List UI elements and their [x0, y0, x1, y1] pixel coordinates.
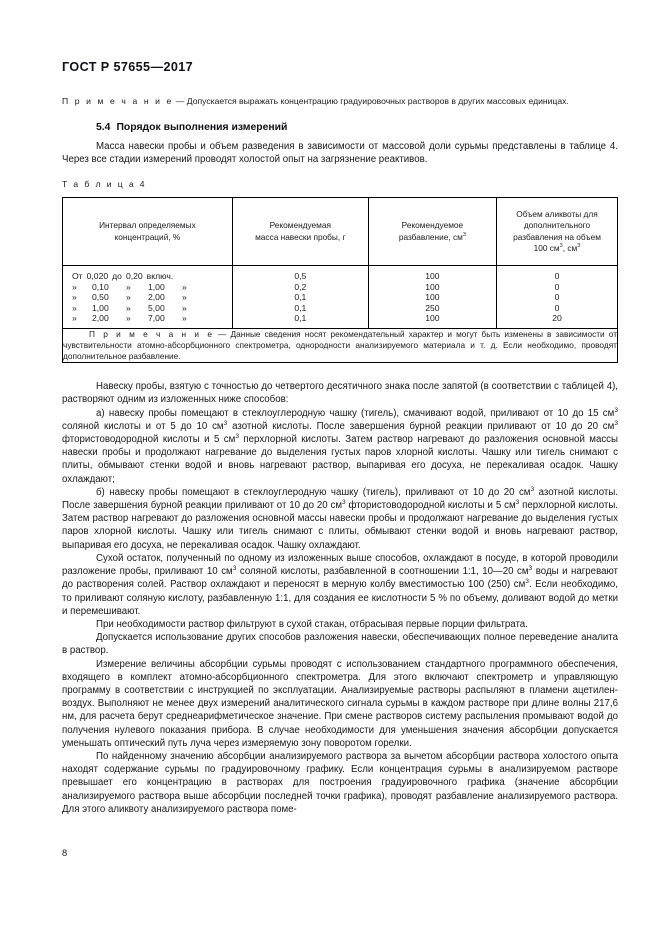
interval-value	[72, 282, 187, 293]
table-note-row	[63, 328, 618, 362]
header-line: Интервал определяемых	[99, 220, 196, 231]
intro-note-label: П р и м е ч а н и е	[62, 96, 174, 106]
table-header-aliquot-volume	[497, 198, 618, 266]
interval-suffix: »	[182, 302, 187, 313]
header-line: разбавление, см	[398, 231, 463, 242]
mass-value: 0,1	[294, 292, 307, 303]
interval-to: 2,00	[148, 292, 165, 303]
interval-to: 1,00	[148, 281, 165, 292]
interval-prefix: »	[72, 302, 77, 313]
interval-from: 1,00	[92, 302, 109, 313]
intro-note-text: Допускается выражать концентрацию градуировочных растворов в других массовых единицах.	[186, 96, 569, 106]
interval-from: 2,00	[92, 313, 109, 324]
interval-suffix: »	[182, 292, 187, 303]
dilution-value: 100	[425, 281, 440, 292]
intro-note-dash: —	[173, 96, 187, 106]
table-cell-intervals	[63, 266, 233, 329]
mass-value: 0,1	[294, 302, 307, 313]
mass-stack	[233, 266, 368, 328]
table-note-dash: —	[214, 328, 231, 339]
table-header-row	[63, 198, 618, 266]
superscript: 3	[614, 406, 618, 414]
page-content	[62, 60, 618, 816]
table-row	[63, 292, 232, 303]
method-a-part4: фтористоводородной кислоты и 5 см	[62, 434, 236, 446]
section-intro-paragraph: Масса навески пробы и объем разведения в зависимости от массовой доли сурьмы представлены в таблице 4. Через все стадии измерений проводят холостой опыт на загрязнение реактивов.	[62, 140, 618, 165]
method-b-part4: перхлорной кислоты. Затем раствор нагревают до разложения основной массы навески пробы и продолжают нагревание до выделения густых паров хлорной кислоты. Чашку или тигель снимают с плиты, обмывают стенки водой и вновь нагревают раствор, выпаривая его досуха, не перекаливая осадок. Чашку охлаждают.	[62, 500, 618, 551]
superscript: 3	[559, 243, 563, 250]
interval-suffix: »	[182, 313, 187, 324]
table-note-cell	[63, 328, 618, 362]
table-header-concentration-range	[63, 198, 233, 266]
dilution-stack	[369, 266, 496, 328]
table-note	[63, 329, 617, 362]
table-row	[63, 313, 232, 324]
section-number: 5.4	[96, 121, 111, 133]
paragraph-other-methods: Допускается использование других способов разложения навески, обеспечивающих полное переведение аналита в раствор.	[62, 632, 618, 657]
dry-residue-part3: воды и нагревают до растворения солей. Раствор охлаждают и переносят в мерную колбу вместимостью 100 (250) см	[62, 566, 618, 591]
paragraph-filtration: При необходимости раствор фильтруют в сухой стакан, отбрасывая первые порции фильтрата.	[96, 618, 528, 630]
interval-prefix: »	[72, 292, 77, 303]
dry-residue-part2: соляной кислоты, разбавленной в соотношении 1:1, 10—20 см	[236, 566, 529, 578]
header-line: Рекомендуемое	[401, 220, 464, 231]
dilution-value: 100	[425, 271, 440, 281]
method-b-part3: фтористоводородной кислоты и 5 см	[345, 500, 516, 512]
paragraph-method-b	[62, 486, 618, 552]
method-a-part3: азотной кислоты. После завершения бурной реакции приливают от 10 до 20 см	[227, 420, 615, 432]
interval-connector: »	[126, 302, 131, 313]
interval-prefix: От	[72, 271, 83, 281]
interval-value	[72, 303, 187, 314]
dry-residue-part1: Сухой остаток, полученный по одному из изложенных выше способов, охлаждают в посуде, в которой проводили разложение пробы, приливают 10 см	[62, 552, 618, 578]
aliquot-stack	[497, 266, 617, 328]
table-note-label: П р и м е ч а н и е	[89, 328, 215, 339]
table-row	[63, 303, 232, 314]
table-note-text: Данные сведения носят рекомендательный характер и могут быть изменены в зависимости от чувствительности атомно-абсорбционного спектрометра, однородности анализируемого материала и т. д. Если необходимо, проводят дополнительное разбавление.	[63, 328, 617, 362]
table-data-row	[63, 266, 618, 329]
interval-prefix: »	[72, 281, 77, 292]
measurement-parameters-table	[62, 197, 618, 363]
interval-value	[72, 292, 187, 303]
method-a-part1: а) навеску пробы помещают в стеклоуглеродную чашку (тигель), смачивают водой, приливают от 10 до 15 см	[96, 407, 615, 419]
aliquot-value: 20	[552, 313, 562, 324]
interval-from: 0,50	[92, 292, 109, 303]
dry-residue-part4: . Если необходимо, то приливают соляную кислоту, разбавленную 1:1, для создания ее кислотности 5 % по объему, доливают водой до метки и перемешивают.	[62, 579, 618, 617]
header-line: дополнительного	[523, 220, 591, 231]
table-row	[63, 282, 232, 293]
aliquot-value: 0	[554, 271, 560, 281]
aliquot-value: 0	[554, 281, 560, 292]
interval-connector: до	[112, 271, 122, 281]
aliquot-value: 0	[554, 302, 560, 313]
superscript: 3	[342, 498, 346, 506]
paragraph-dry-residue	[62, 552, 618, 618]
interval-suffix: включ.	[146, 271, 174, 281]
superscript: 3	[525, 578, 529, 586]
superscript: 3	[235, 432, 239, 440]
mass-value: 0,5	[294, 271, 307, 281]
method-a-part5: перхлорной кислоты. Затем раствор нагревают до разложения основной массы навески пробы и продолжают нагревание до выделения густых паров хлорной кислоты. Чашку или тигель снимают с плиты, обмывают стенки водой и вновь нагревают раствор, выпаривая его досуха, не перекаливая осадок. Чашку охлаждают;	[62, 434, 618, 485]
table-cell-dilutions	[368, 266, 496, 329]
superscript: 3	[223, 419, 228, 427]
page-number: 8	[62, 848, 68, 858]
dilution-value: 100	[425, 313, 440, 324]
header-line: концентраций, %	[114, 231, 181, 242]
intro-note	[62, 96, 618, 108]
interval-to: 0,20	[125, 271, 143, 281]
dilution-value: 100	[425, 292, 440, 303]
dilution-value: 250	[425, 302, 440, 313]
superscript: 3	[577, 243, 581, 250]
paragraph-dissolution-intro: Навеску пробы, взятую с точностью до четвертого десятичного знака после запятой (в соответствии с таблицей 4), растворяют одним из изложенных ниже способов:	[62, 381, 618, 406]
superscript: 3	[462, 231, 466, 238]
paragraph-absorbance-measurement: Измерение величины абсорбции сурьмы проводят с использованием стандартного программного обеспечения, входящего в комплект атомно-абсорбционного спектрометра. Для этого включают спектрометр и управляющую программу в соответствии с инструкцией по эксплуатации. Анализируемые растворы распыляют в пламени ацетилен-воздух. Выполняют не менее двух измерений аналитического сигнала сурьмы в каждом растворе при длине волны 217,6 нм, для расчета берут среднеарифметическое значение. При смене растворов систему распыления промывают водой до получения нулевого показания прибора. В случае необходимости для уменьшения значения абсорбции допускается уменьшать оптический путь луча через измеряемую зону поворотом горелки.	[62, 658, 618, 749]
interval-prefix: »	[72, 313, 77, 324]
superscript: 3	[614, 419, 618, 427]
header-line: 100 см	[533, 242, 560, 253]
interval-connector: »	[126, 281, 131, 292]
table-header-dilution	[368, 198, 496, 266]
table-row	[63, 271, 232, 282]
table-header-sample-mass	[232, 198, 368, 266]
interval-connector: »	[126, 292, 131, 303]
interval-suffix: »	[182, 281, 187, 292]
interval-from: 0,10	[92, 281, 109, 292]
superscript: 3	[232, 564, 237, 572]
intervals-stack	[63, 266, 232, 328]
interval-value	[72, 271, 173, 282]
section-title: Порядок выполнения измерений	[116, 121, 288, 133]
paragraph-method-a	[62, 407, 618, 486]
header-line: Объем аликвоты для	[516, 208, 598, 219]
interval-to: 7,00	[148, 313, 165, 324]
superscript: 3	[528, 564, 533, 572]
table-head	[63, 198, 618, 266]
interval-to: 5,00	[148, 302, 165, 313]
header-line: масса навески пробы, г	[255, 231, 346, 242]
aliquot-value: 0	[554, 292, 560, 303]
superscript: 3	[530, 485, 535, 493]
table-caption: Т а б л и ц а 4	[62, 179, 147, 189]
interval-value	[72, 313, 187, 324]
mass-value: 0,1	[294, 313, 307, 324]
header-line: Рекомендуемая	[269, 220, 331, 231]
interval-connector: »	[126, 313, 131, 324]
table-body	[63, 266, 618, 363]
header-line: , см	[562, 242, 578, 253]
table-cell-aliquots	[497, 266, 618, 329]
method-a-part2: соляной кислоты и от 5 до 10 см	[62, 420, 224, 432]
document-standard-header: ГОСТ Р 57655—2017	[62, 60, 194, 74]
interval-from: 0,020	[86, 271, 109, 281]
mass-value: 0,2	[294, 281, 307, 292]
table-cell-masses	[232, 266, 368, 329]
header-line: разбавления на объем	[513, 231, 601, 242]
method-b-part1: б) навеску пробы помещают в стеклоуглеродную чашку (тигель), приливают от 10 до 20 см	[96, 486, 531, 498]
method-b-part2: азотной кислоты. После завершения бурной реакции приливают от 10 до 20 см	[62, 486, 618, 512]
paragraph-calibration-graph: По найденному значению абсорбции анализируемого раствора за вычетом абсорбции раствора холостого опыта находят содержание сурьмы по градуировочному графику. Если концентрация сурьмы в анализируемом растворе превышает его концентрацию в растворах для построения градуировочного графика (значение абсорбции анализируемого раствора выше абсорбции последней точки графика), проводят разбавление анализируемого раствора. Для этого аликвоту анализируемого раствора поме-	[62, 750, 618, 815]
superscript: 3	[515, 498, 520, 506]
section-heading	[62, 122, 618, 133]
